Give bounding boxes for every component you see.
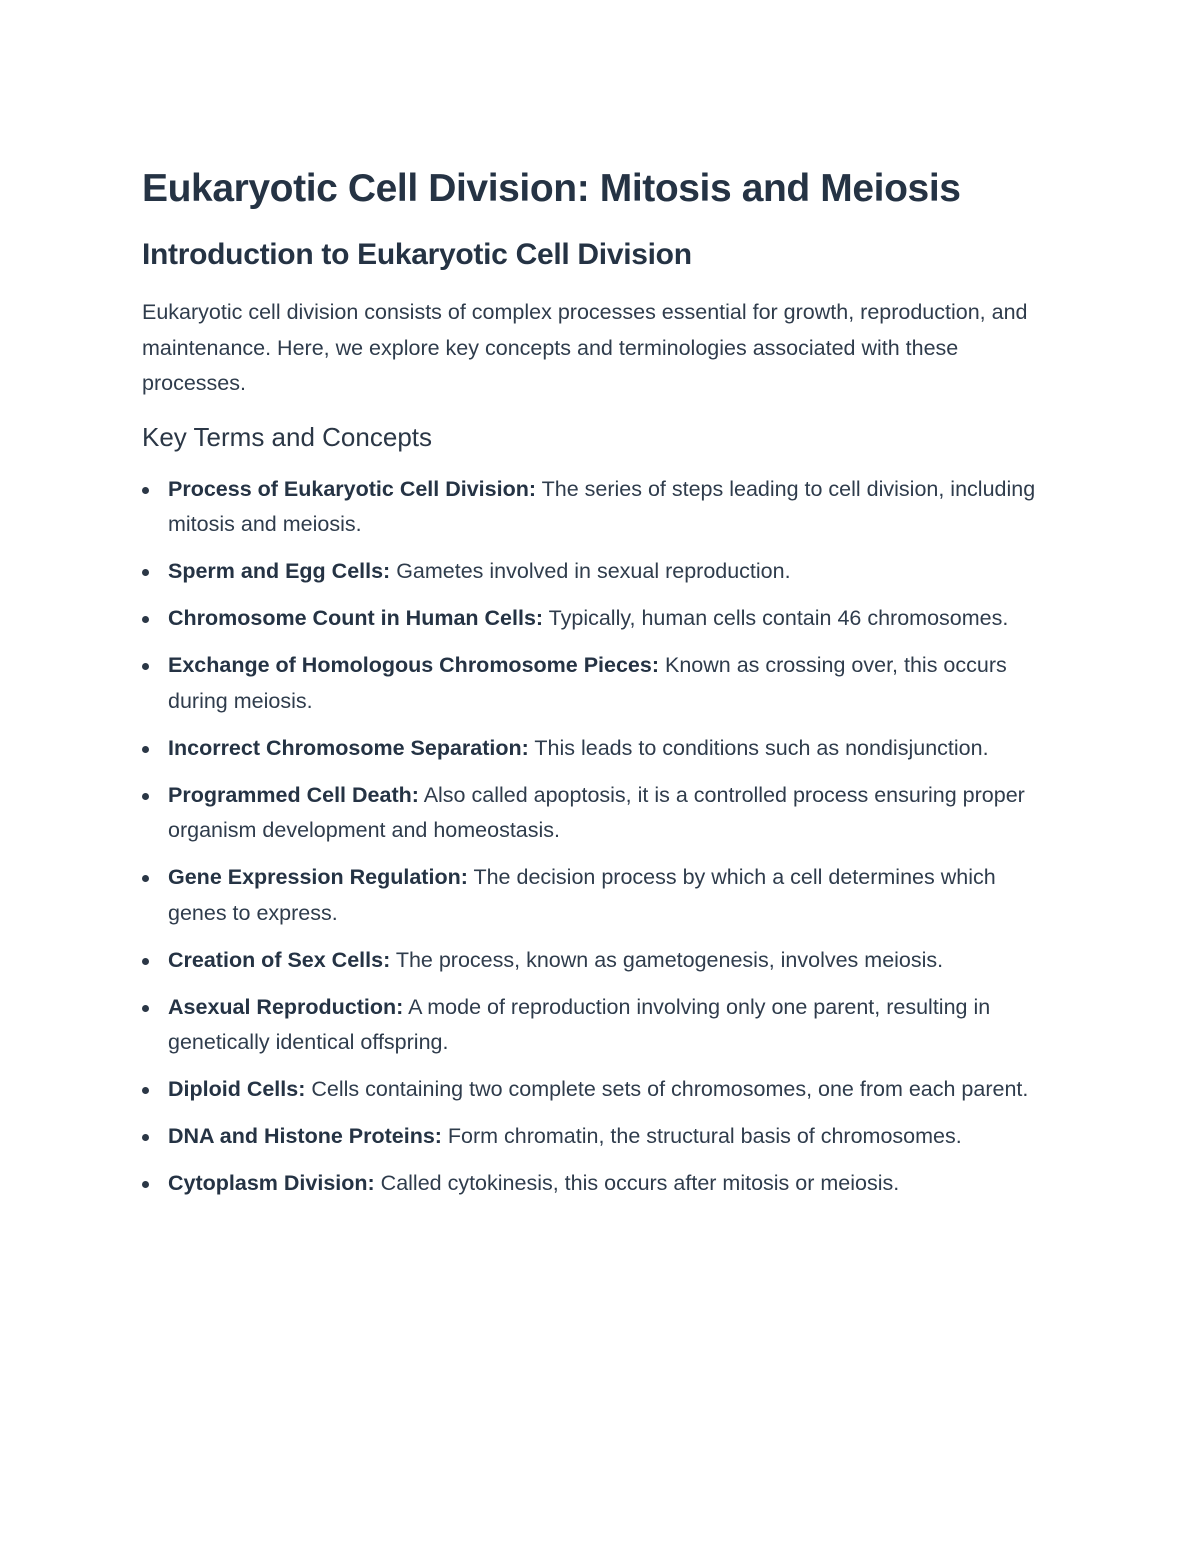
term-definition: Also called apoptosis, it is a controlled process ensuring proper organism development and homeostasis. <box>168 782 1025 842</box>
list-item <box>142 648 1044 719</box>
bullet-icon <box>142 616 149 623</box>
term-definition: The process, known as gametogenesis, involves meiosis. <box>390 947 944 972</box>
list-item <box>142 990 1044 1061</box>
list-item <box>142 778 1044 849</box>
term-name: Gene Expression Regulation: <box>168 865 468 889</box>
term-name: Exchange of Homologous Chromosome Pieces: <box>168 653 660 677</box>
intro-paragraph: Eukaryotic cell division consists of complex processes essential for growth, reproduction, and maintenance. Here, we explore key concepts and terminologies associated with these processes. <box>142 300 1028 395</box>
list-item <box>142 601 1044 637</box>
bullet-icon <box>142 875 149 882</box>
subsection-heading: Key Terms and Concepts <box>142 421 432 452</box>
term-name: Programmed Cell Death: <box>168 782 419 807</box>
term-name: Process of Eukaryotic Cell Division: <box>168 476 537 501</box>
list-item <box>142 472 1044 543</box>
term-name: Chromosome Count in Human Cells: <box>168 606 544 630</box>
list-item <box>142 860 1044 931</box>
bullet-icon <box>142 487 149 494</box>
term-name: Incorrect Chromosome Separation: <box>168 735 529 760</box>
bullet-icon <box>142 1134 149 1141</box>
term-name: Sperm and Egg Cells: <box>168 559 391 583</box>
bullet-icon <box>142 569 149 576</box>
term-definition: This leads to conditions such as nondisjunction. <box>528 735 989 760</box>
list-item <box>142 1166 1044 1202</box>
bullet-icon <box>142 793 149 800</box>
list-item <box>142 943 1044 979</box>
term-name: Cytoplasm Division: <box>168 1171 375 1195</box>
term-definition: Known as crossing over, this occurs during meiosis. <box>168 653 1007 713</box>
term-definition: A mode of reproduction involving only one parent, resulting in genetically identical offspring. <box>168 994 991 1054</box>
page-title: Eukaryotic Cell Division: Mitosis and Meiosis <box>142 167 961 210</box>
term-name: Creation of Sex Cells: <box>168 947 391 972</box>
term-definition: Cells containing two complete sets of chromosomes, one from each parent. <box>305 1077 1029 1101</box>
bullet-icon <box>142 663 149 670</box>
term-definition: The decision process by which a cell determines which genes to express. <box>168 865 996 925</box>
term-definition: Typically, human cells contain 46 chromosomes. <box>543 606 1009 630</box>
key-terms-list <box>142 472 1042 1202</box>
term-name: Asexual Reproduction: <box>168 994 404 1019</box>
term-definition: Gametes involved in sexual reproduction. <box>390 559 791 583</box>
bullet-icon <box>142 1005 149 1012</box>
term-definition: Form chromatin, the structural basis of chromosomes. <box>441 1124 962 1148</box>
term-definition: The series of steps leading to cell division, including mitosis and meiosis. <box>168 476 1036 536</box>
bullet-icon <box>142 958 149 965</box>
list-item <box>142 554 1044 590</box>
document-page <box>142 166 1042 1213</box>
term-name: DNA and Histone Proteins: <box>168 1124 442 1148</box>
term-definition: Called cytokinesis, this occurs after mitosis or meiosis. <box>374 1171 900 1195</box>
bullet-icon <box>142 1087 149 1094</box>
section-heading: Introduction to Eukaryotic Cell Division <box>142 238 692 271</box>
bullet-icon <box>142 1181 149 1188</box>
bullet-icon <box>142 746 149 753</box>
term-name: Diploid Cells: <box>168 1077 306 1101</box>
list-item <box>142 1119 1044 1155</box>
list-item <box>142 731 1044 767</box>
list-item <box>142 1072 1044 1108</box>
